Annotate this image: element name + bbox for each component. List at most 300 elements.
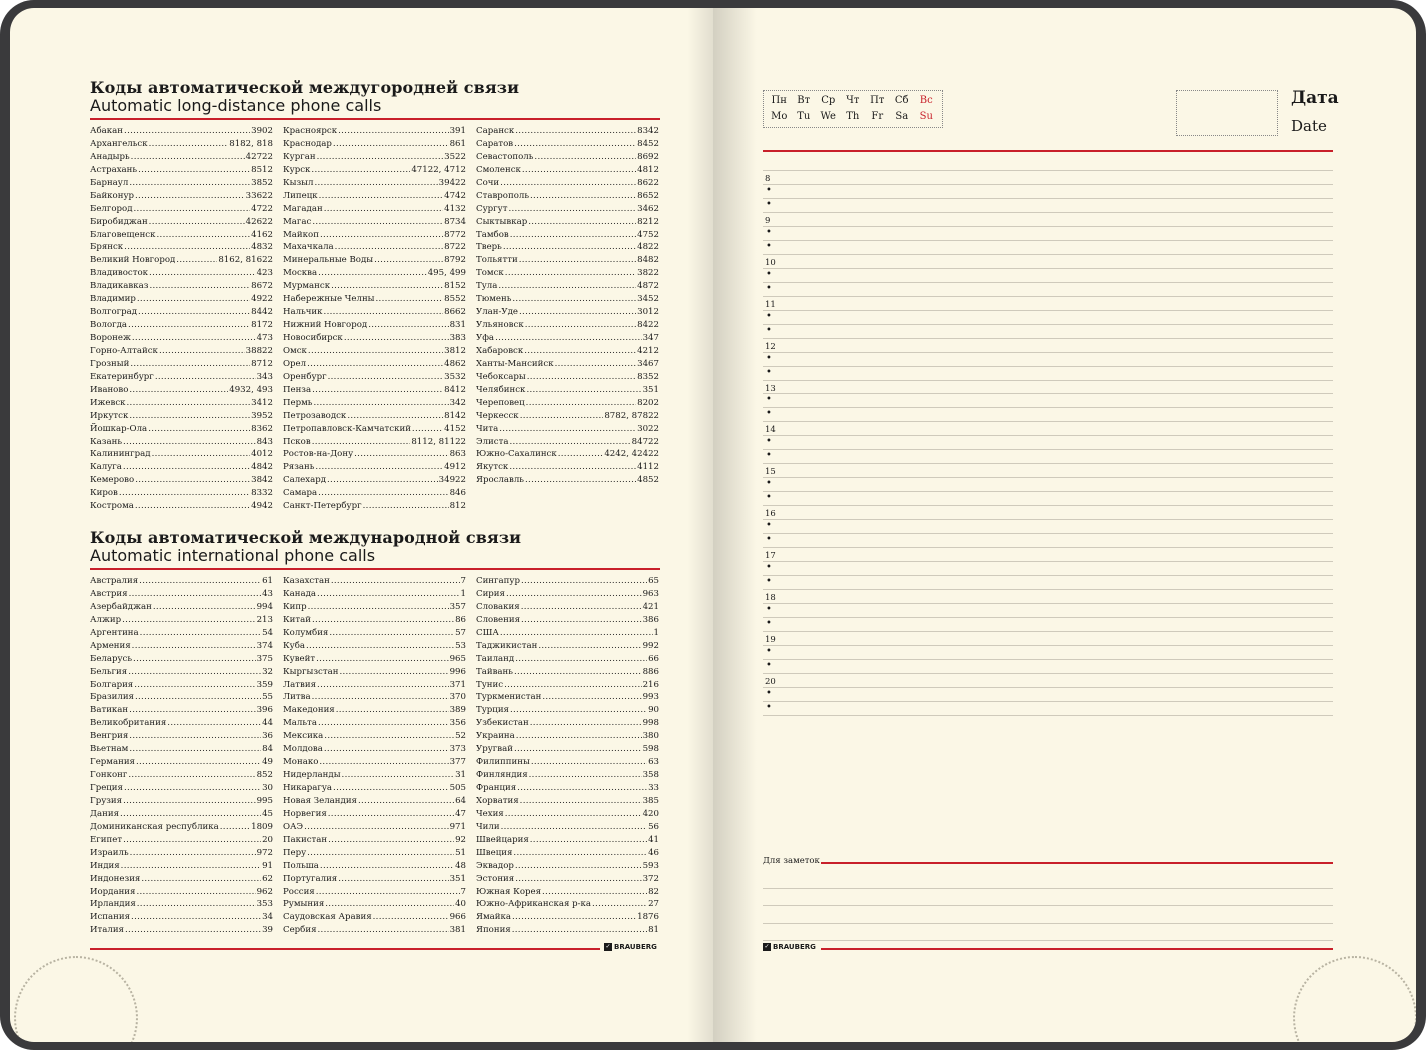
dot-leader xyxy=(516,730,642,743)
dial-code: 20 xyxy=(262,834,273,845)
codes-column xyxy=(90,575,273,937)
half-hour-line[interactable] xyxy=(763,576,1333,590)
dial-code: 994 xyxy=(256,601,273,612)
dial-code: 8332 xyxy=(251,488,273,499)
dial-code: 353 xyxy=(256,899,273,910)
half-hour-line[interactable] xyxy=(763,199,1333,213)
city-name: Испания xyxy=(90,912,131,923)
city-name: Пермь xyxy=(283,397,313,408)
code-entry xyxy=(90,743,273,756)
dial-code: 4752 xyxy=(637,229,659,240)
dial-code: 4932, 493 xyxy=(229,384,273,395)
code-entry xyxy=(283,730,466,743)
dot-leader xyxy=(373,911,449,924)
city-name: Курган xyxy=(283,151,316,162)
weekday-en-3[interactable]: Th xyxy=(846,111,860,122)
hour-label: 11 xyxy=(765,299,776,310)
city-name: Абакан xyxy=(90,126,124,136)
hour-line[interactable] xyxy=(763,632,1333,646)
city-name: Красноярск xyxy=(283,126,338,136)
dial-code: 4812 xyxy=(637,164,659,175)
code-entry xyxy=(90,691,273,704)
half-hour-line[interactable] xyxy=(763,660,1333,674)
code-entry xyxy=(476,821,659,834)
dot-leader xyxy=(133,653,256,666)
half-hour-line[interactable] xyxy=(763,436,1333,450)
city-name: Австрия xyxy=(90,588,128,599)
dial-code: 359 xyxy=(256,679,273,690)
half-hour-line[interactable] xyxy=(763,562,1333,576)
dial-code: 389 xyxy=(449,705,466,716)
dot-leader xyxy=(513,847,647,860)
half-hour-line[interactable] xyxy=(763,311,1333,325)
city-name: Сургут xyxy=(476,203,508,214)
dot-leader xyxy=(512,911,636,924)
dot-leader xyxy=(128,666,261,679)
date-label-ru: Дата xyxy=(1291,88,1339,108)
weekday-ru-0[interactable]: Пн xyxy=(771,95,787,106)
bullet-icon: • xyxy=(766,436,772,448)
code-entry xyxy=(90,898,273,911)
city-name: Латвия xyxy=(283,679,317,690)
code-entry xyxy=(476,808,659,821)
dial-code: 4832 xyxy=(251,242,273,253)
weekday-ru-6[interactable]: Вс xyxy=(919,95,933,106)
code-entry xyxy=(476,898,659,911)
city-name: Барнаул xyxy=(90,177,129,188)
dot-leader xyxy=(510,704,647,717)
dot-leader xyxy=(335,241,443,254)
dot-leader xyxy=(125,924,261,937)
dial-code: 1 xyxy=(460,588,466,599)
code-entry xyxy=(476,319,659,332)
half-hour-line[interactable] xyxy=(763,269,1333,283)
bullet-icon: • xyxy=(766,282,772,294)
half-hour-line[interactable] xyxy=(763,534,1333,548)
code-entry xyxy=(90,293,273,306)
half-hour-line[interactable] xyxy=(763,520,1333,534)
weekday-ru-4[interactable]: Пт xyxy=(870,95,885,106)
hour-line[interactable] xyxy=(763,381,1333,395)
dial-code: 383 xyxy=(449,333,466,343)
city-name: Монако xyxy=(283,757,319,768)
code-entry xyxy=(476,730,659,743)
dial-code: 3952 xyxy=(251,410,273,421)
code-entry xyxy=(476,410,659,423)
hour-line[interactable] xyxy=(763,674,1333,688)
code-entry xyxy=(283,873,466,886)
code-entry xyxy=(476,756,659,769)
half-hour-line[interactable] xyxy=(763,353,1333,367)
city-name: Бразилия xyxy=(90,692,134,703)
half-hour-line[interactable] xyxy=(763,394,1333,408)
code-entry xyxy=(90,397,273,410)
code-entry xyxy=(476,306,659,319)
dot-leader xyxy=(520,410,604,423)
dot-leader xyxy=(508,203,636,216)
city-name: Вологда xyxy=(90,320,128,331)
code-entry xyxy=(476,138,659,151)
dot-leader xyxy=(324,306,444,319)
hour-line[interactable] xyxy=(763,339,1333,353)
code-entry xyxy=(90,216,273,229)
city-name: Астрахань xyxy=(90,164,138,175)
dot-leader xyxy=(140,627,261,640)
dial-code: 4842 xyxy=(251,462,273,473)
city-name: Тула xyxy=(476,281,498,292)
notes-lines[interactable] xyxy=(763,872,1333,941)
code-entry xyxy=(476,397,659,410)
city-name: Литва xyxy=(283,692,311,703)
code-entry xyxy=(90,795,273,808)
dot-leader xyxy=(363,500,449,513)
code-entry xyxy=(90,280,273,293)
notes-line[interactable] xyxy=(763,872,1333,889)
city-name: Байконур xyxy=(90,190,134,201)
hour-label: 18 xyxy=(765,593,776,604)
city-name: Горно-Алтайск xyxy=(90,345,158,356)
dot-leader xyxy=(130,358,250,371)
dot-leader xyxy=(519,254,636,267)
hour-line[interactable] xyxy=(763,464,1333,478)
brand-logo-right xyxy=(763,943,816,951)
codes-column xyxy=(90,125,273,513)
half-hour-line[interactable] xyxy=(763,702,1333,716)
code-entry xyxy=(90,924,273,937)
international-codes-subtitle: Automatic international phone calls xyxy=(90,546,376,565)
dot-leader xyxy=(510,229,636,242)
bullet-icon: • xyxy=(766,268,772,280)
code-entry xyxy=(90,345,273,358)
notes-line[interactable] xyxy=(763,906,1333,923)
dial-code: 3532 xyxy=(444,371,466,382)
code-entry xyxy=(476,164,659,177)
hour-line[interactable] xyxy=(763,171,1333,185)
dot-leader xyxy=(138,306,250,319)
hour-label: 16 xyxy=(765,509,776,520)
code-entry xyxy=(90,241,273,254)
weekday-ru-3[interactable]: Чт xyxy=(846,95,860,106)
weekdays-ru-row xyxy=(767,93,939,109)
city-name: Китай xyxy=(283,614,311,625)
dot-leader xyxy=(318,924,449,937)
city-name: Тамбов xyxy=(476,229,509,240)
dot-leader xyxy=(317,588,459,601)
bullet-icon: • xyxy=(766,450,772,462)
city-name: Молдова xyxy=(283,744,323,755)
dial-code: 4942 xyxy=(251,501,273,512)
dial-code: 356 xyxy=(449,718,466,729)
city-name: Омск xyxy=(283,345,307,356)
dot-leader xyxy=(157,229,251,242)
code-entry xyxy=(476,666,659,679)
dial-code: 8482 xyxy=(637,255,659,266)
city-name: Чехия xyxy=(476,808,504,819)
dial-code: 27 xyxy=(648,899,659,910)
city-name: Таджикистан xyxy=(476,640,538,651)
date-label-en: Date xyxy=(1291,117,1327,135)
dot-leader xyxy=(123,834,261,847)
hour-line[interactable] xyxy=(763,297,1333,311)
notes-line[interactable] xyxy=(763,889,1333,906)
code-entry xyxy=(476,241,659,254)
dial-code: 3822 xyxy=(637,268,659,279)
code-entry xyxy=(90,410,273,423)
city-name: Махачкала xyxy=(283,242,334,253)
dot-leader xyxy=(152,448,251,461)
weekday-selector xyxy=(763,90,943,128)
code-entry xyxy=(283,743,466,756)
weekday-en-4[interactable]: Fr xyxy=(871,111,884,122)
codes-column xyxy=(283,575,466,937)
city-name: Саратов xyxy=(476,138,514,149)
weekday-en-5[interactable]: Sa xyxy=(895,111,909,122)
dot-leader xyxy=(130,847,256,860)
dial-code: 41 xyxy=(648,834,659,845)
dial-code: 90 xyxy=(648,705,659,716)
dot-leader xyxy=(137,293,250,306)
dial-code: 375 xyxy=(256,653,273,664)
dial-code: 92 xyxy=(455,834,466,845)
dot-leader xyxy=(129,704,255,717)
dial-code: 8662 xyxy=(444,307,466,318)
dial-code: 42722 xyxy=(245,151,273,162)
dial-code: 4152 xyxy=(444,423,466,434)
dot-leader xyxy=(320,860,454,873)
code-entry xyxy=(283,397,466,410)
hour-line[interactable] xyxy=(763,213,1333,227)
half-hour-line[interactable] xyxy=(763,450,1333,464)
city-name: Екатеринбург xyxy=(90,371,154,382)
code-entry xyxy=(476,254,659,267)
city-name: Уругвай xyxy=(476,744,513,755)
code-entry xyxy=(283,216,466,229)
code-entry xyxy=(90,306,273,319)
city-name: Азербайджан xyxy=(90,601,152,612)
weekday-ru-1[interactable]: Вт xyxy=(797,95,811,106)
city-name: Иваново xyxy=(90,384,129,395)
code-entry xyxy=(90,151,273,164)
city-name: Израиль xyxy=(90,847,129,858)
city-name: Швейцария xyxy=(476,834,529,845)
city-name: Грозный xyxy=(90,358,130,369)
half-hour-line[interactable] xyxy=(763,646,1333,660)
city-name: Чебоксары xyxy=(476,371,526,382)
code-entry xyxy=(476,293,659,306)
city-name: Иркутск xyxy=(90,410,129,421)
dial-code: 372 xyxy=(642,873,659,884)
dial-code: 47 xyxy=(455,808,466,819)
half-hour-line[interactable] xyxy=(763,618,1333,632)
city-name: Сыктывкар xyxy=(476,216,528,227)
city-name: Нидерланды xyxy=(283,770,341,781)
code-entry xyxy=(283,280,466,293)
dot-leader xyxy=(521,614,642,627)
dot-leader xyxy=(530,190,636,203)
dial-code: 3842 xyxy=(251,475,273,486)
dial-code: 593 xyxy=(642,860,659,871)
city-name: Хабаровск xyxy=(476,345,524,356)
code-entry xyxy=(476,384,659,397)
bullet-icon: • xyxy=(766,701,772,713)
dial-code: 8782, 87822 xyxy=(604,410,659,421)
date-input-box[interactable] xyxy=(1176,90,1278,136)
city-name: Сербия xyxy=(283,925,317,936)
code-entry xyxy=(283,190,466,203)
half-hour-line[interactable] xyxy=(763,227,1333,241)
dial-code: 7 xyxy=(460,886,466,897)
code-entry xyxy=(90,627,273,640)
city-name: Челябинск xyxy=(476,384,526,395)
half-hour-line[interactable] xyxy=(763,367,1333,381)
dot-leader xyxy=(521,601,642,614)
dot-leader xyxy=(354,448,448,461)
weekday-en-6[interactable]: Su xyxy=(919,111,933,122)
dial-code: 351 xyxy=(642,384,659,395)
dial-code: 966 xyxy=(449,912,466,923)
schedule-line[interactable] xyxy=(763,157,1333,171)
dial-code: 4242, 42422 xyxy=(604,449,659,460)
dial-code: 3452 xyxy=(637,294,659,305)
half-hour-line[interactable] xyxy=(763,478,1333,492)
code-entry xyxy=(476,834,659,847)
half-hour-line[interactable] xyxy=(763,325,1333,339)
weekday-ru-2[interactable]: Ср xyxy=(821,95,836,106)
dial-code: 55 xyxy=(262,692,273,703)
city-name: Киров xyxy=(90,488,118,499)
code-entry xyxy=(283,241,466,254)
dial-code: 3902 xyxy=(251,126,273,136)
dot-leader xyxy=(128,319,250,332)
dial-code: 3462 xyxy=(637,203,659,214)
half-hour-line[interactable] xyxy=(763,604,1333,618)
dial-code: 66 xyxy=(648,653,659,664)
code-entry xyxy=(90,177,273,190)
bullet-icon: • xyxy=(766,617,772,629)
dot-leader xyxy=(153,601,256,614)
code-entry xyxy=(476,151,659,164)
dot-leader xyxy=(521,575,647,588)
dot-leader xyxy=(324,743,449,756)
dial-code: 62 xyxy=(262,873,273,884)
code-entry xyxy=(283,769,466,782)
hour-line[interactable] xyxy=(763,590,1333,604)
hour-line[interactable] xyxy=(763,548,1333,562)
dot-leader xyxy=(529,769,642,782)
dial-code: 8152 xyxy=(444,281,466,292)
dial-code: 861 xyxy=(449,138,466,149)
weekday-en-0[interactable]: Mo xyxy=(771,111,788,122)
hour-line[interactable] xyxy=(763,255,1333,269)
city-name: Турция xyxy=(476,705,509,716)
half-hour-line[interactable] xyxy=(763,185,1333,199)
code-entry xyxy=(283,640,466,653)
code-entry xyxy=(90,575,273,588)
city-name: Магадан xyxy=(283,203,323,214)
dot-leader xyxy=(517,782,647,795)
dot-leader xyxy=(522,164,636,177)
dot-leader xyxy=(149,216,245,229)
dot-leader xyxy=(136,756,261,769)
left-page xyxy=(10,8,713,1042)
code-entry xyxy=(283,627,466,640)
dot-leader xyxy=(344,332,449,345)
dial-code: 53 xyxy=(455,640,466,651)
brand-logo-left xyxy=(604,943,657,951)
dial-code: 216 xyxy=(642,679,659,690)
code-entry xyxy=(476,216,659,229)
hour-line[interactable] xyxy=(763,506,1333,520)
bullet-icon: • xyxy=(766,604,772,615)
half-hour-line[interactable] xyxy=(763,688,1333,702)
half-hour-line[interactable] xyxy=(763,241,1333,255)
dot-leader xyxy=(505,808,642,821)
dot-leader xyxy=(124,241,250,254)
dot-leader xyxy=(129,743,261,756)
weekday-en-2[interactable]: We xyxy=(820,111,836,122)
dial-code: 598 xyxy=(642,744,659,755)
dial-code: 30 xyxy=(262,783,273,793)
dial-code: 42622 xyxy=(245,216,273,227)
dot-leader xyxy=(528,216,636,229)
code-entry xyxy=(283,691,466,704)
dial-code: 3022 xyxy=(637,423,659,434)
weekday-ru-5[interactable]: Сб xyxy=(894,95,909,106)
half-hour-line[interactable] xyxy=(763,492,1333,506)
dot-leader xyxy=(358,795,454,808)
code-entry xyxy=(283,254,466,267)
city-name: Сочи xyxy=(476,177,500,188)
code-entry xyxy=(283,332,466,345)
dot-leader xyxy=(318,487,448,500)
code-entry xyxy=(476,782,659,795)
dial-code: 4212 xyxy=(637,345,659,356)
corner-stitch-right xyxy=(1293,956,1416,1042)
city-name: Кыргызстан xyxy=(283,666,339,677)
dot-leader xyxy=(127,397,251,410)
code-entry xyxy=(283,384,466,397)
dial-code: 8342 xyxy=(637,126,659,136)
dial-code: 8734 xyxy=(444,216,466,227)
city-name: Кызыл xyxy=(283,177,314,188)
dial-code: 8422 xyxy=(637,320,659,331)
half-hour-line[interactable] xyxy=(763,408,1333,422)
hour-line[interactable] xyxy=(763,422,1333,436)
code-entry xyxy=(90,125,273,138)
notes-line[interactable] xyxy=(763,924,1333,941)
dial-code: 391 xyxy=(449,126,466,136)
dot-leader xyxy=(520,795,642,808)
code-entry xyxy=(90,267,273,280)
dot-leader xyxy=(312,614,454,627)
dial-code: 91 xyxy=(262,860,273,871)
dot-leader xyxy=(331,280,443,293)
weekday-en-1[interactable]: Tu xyxy=(797,111,811,122)
bullet-icon: • xyxy=(766,492,772,504)
city-name: Ставрополь xyxy=(476,190,530,201)
dial-code: 396 xyxy=(256,705,273,716)
half-hour-line[interactable] xyxy=(763,283,1333,297)
city-name: Беларусь xyxy=(90,653,133,664)
dot-leader xyxy=(123,795,256,808)
code-entry xyxy=(283,151,466,164)
dot-leader xyxy=(374,254,443,267)
header-red-rule xyxy=(763,150,1333,152)
city-name: Новая Зеландия xyxy=(283,795,357,806)
dial-code: 8202 xyxy=(637,397,659,408)
dial-code: 39422 xyxy=(438,177,466,188)
dot-leader xyxy=(220,821,250,834)
